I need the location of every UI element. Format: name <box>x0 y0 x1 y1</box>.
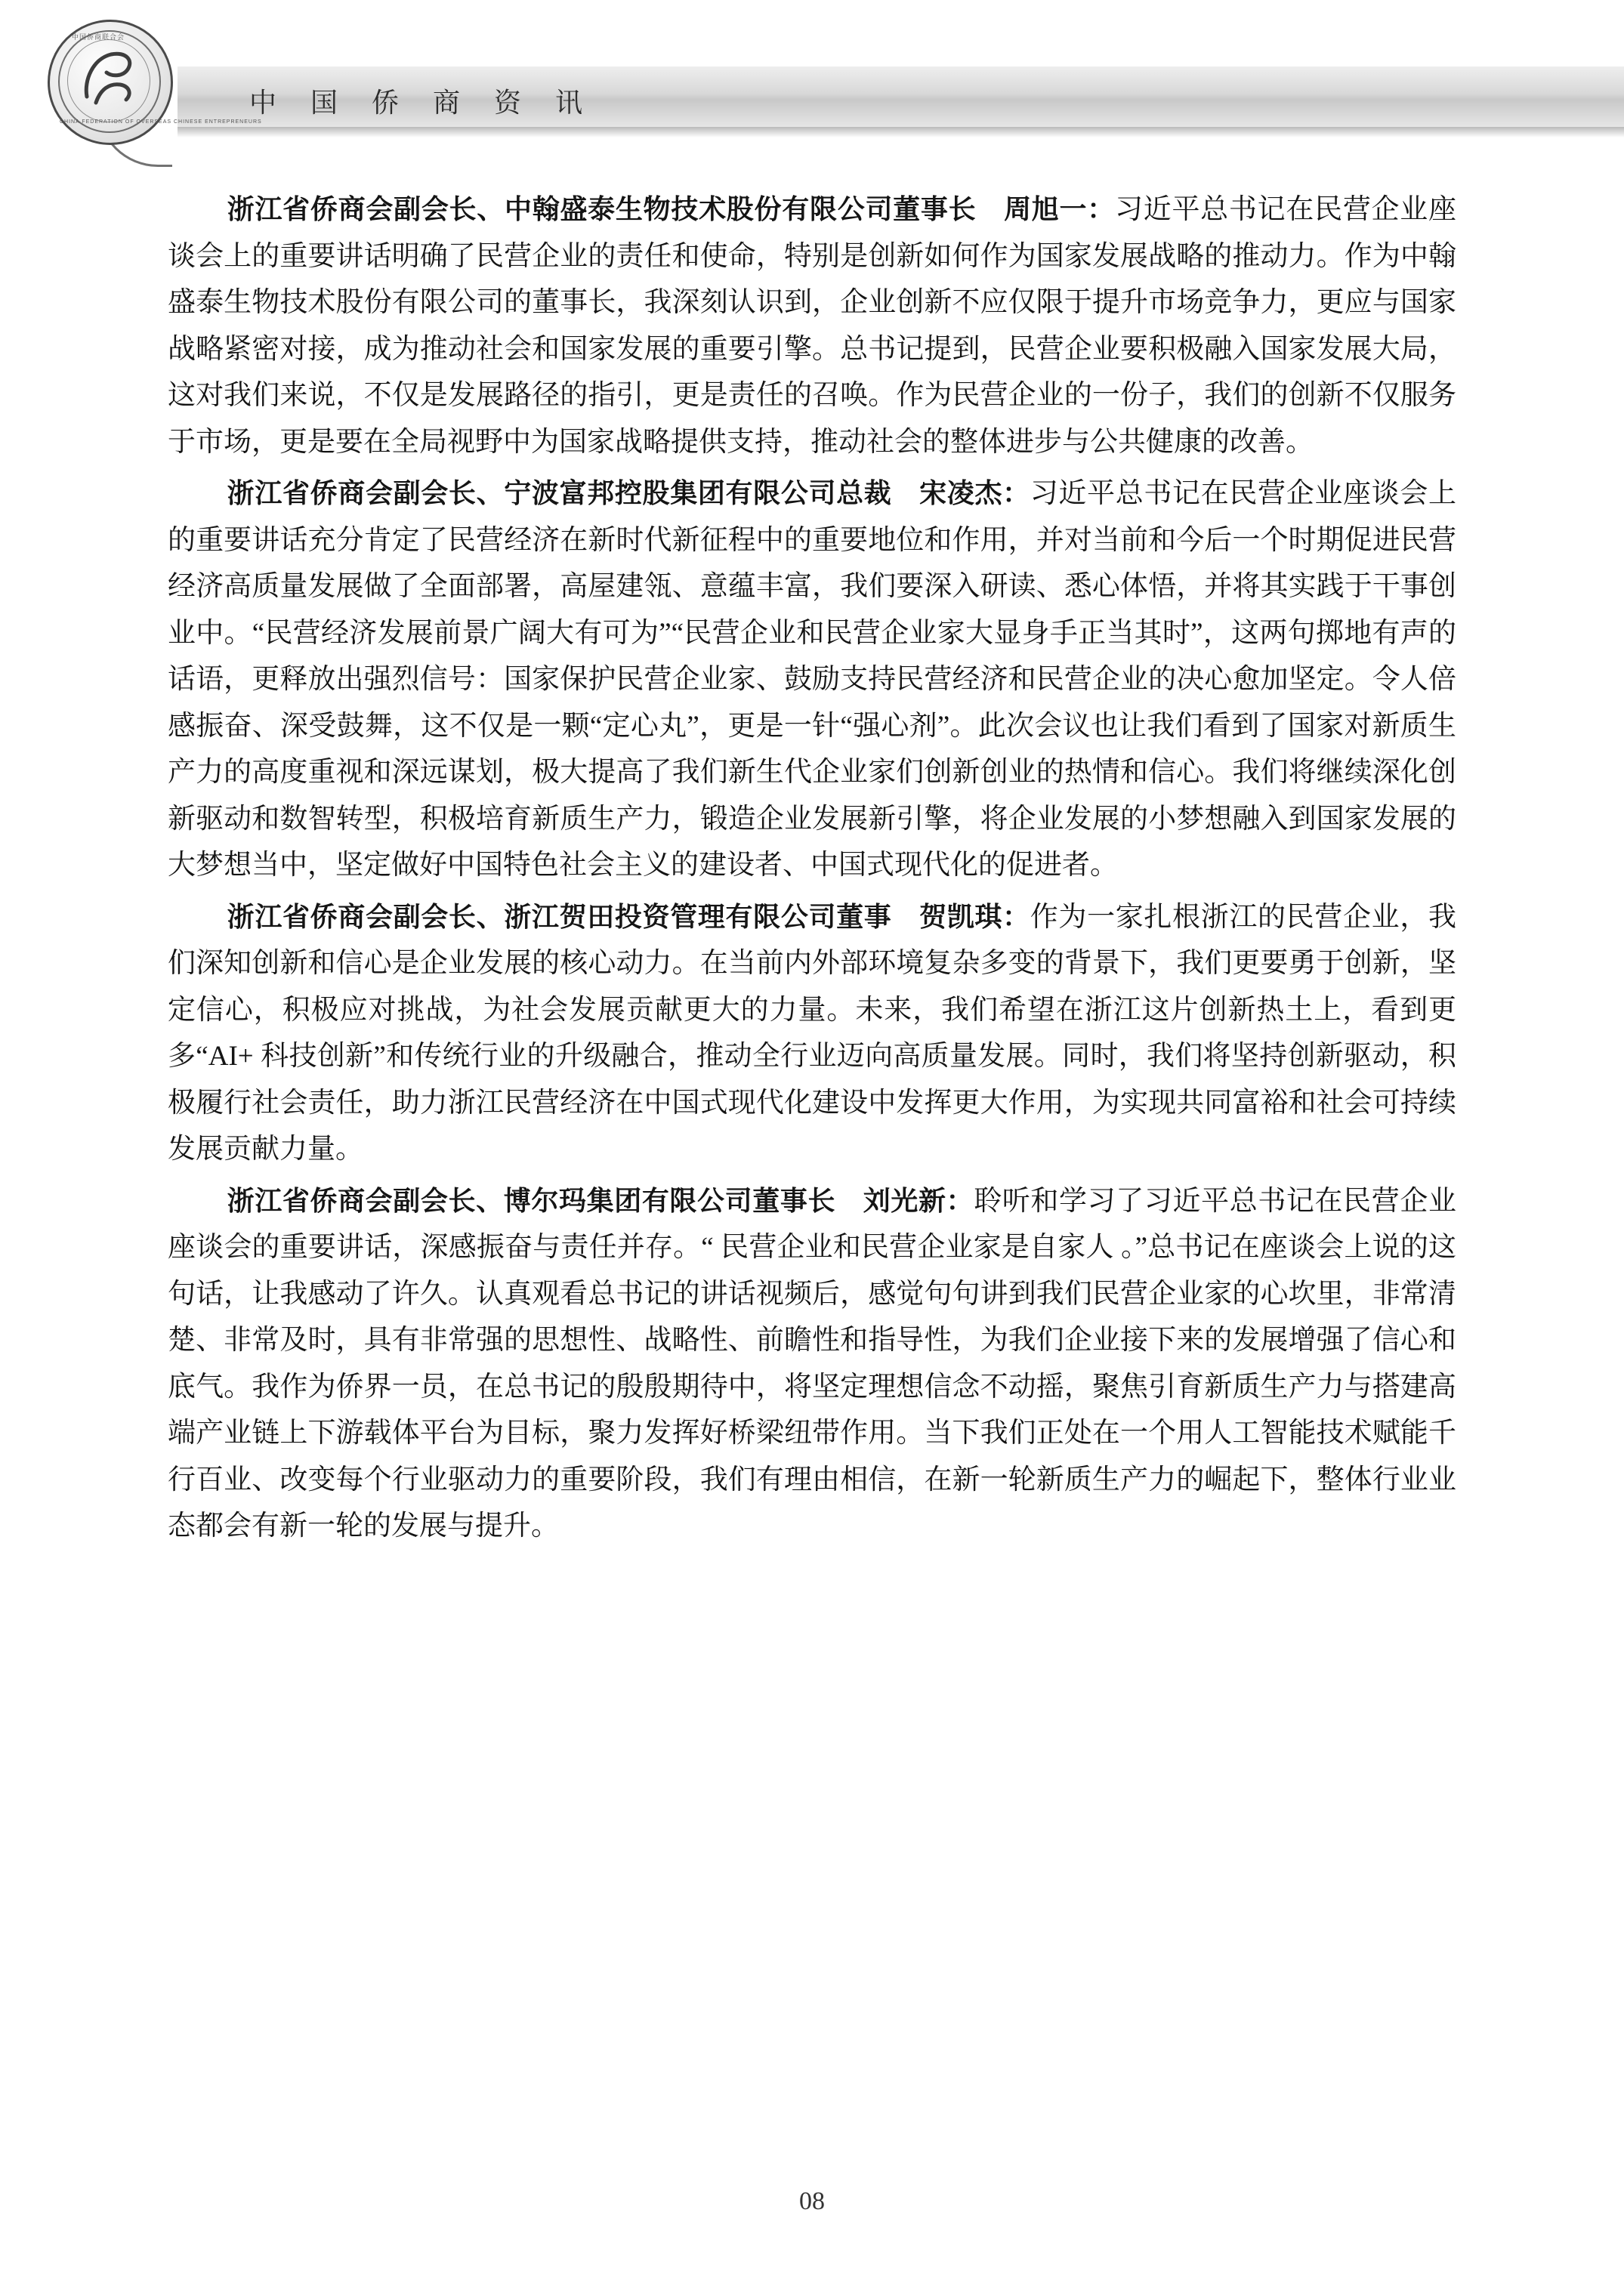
paragraph-text: 作为一家扎根浙江的民营企业，我们深知创新和信心是企业发展的核心动力。在当前内外部环境复杂多变的背景下，我们更要勇于创新，坚定信心，积极应对挑战，为社会发展贡献更大的力量。未来，我们希望在浙江这片创新热土上，看到更多“AI+ 科技创新”和传统行业的升级融合，推动全行业迈向高质量发展。同时，我们将坚持创新驱动，积极履行社会责任，助力浙江民营经济在中国式现代化建设中发挥更大作用，为实现共同富裕和社会可持续发展贡献力量。 <box>168 901 1456 1165</box>
paragraph-text: 习近平总书记在民营企业座谈会上的重要讲话明确了民营企业的责任和使命，特别是创新如何作为国家发展战略的推动力。作为中翰盛泰生物技术股份有限公司的董事长，我深刻认识到，企业创新不应仅限于提升市场竞争力，更应与国家战略紧密对接，成为推动社会和国家发展的重要引擎。总书记提到，民营企业要积极融入国家发展大局，这对我们来说，不仅是发展路径的指引，更是责任的召唤。作为民营企业的一份子，我们的创新不仅服务于市场，更是要在全局视野中为国家战略提供支持，推动社会的整体进步与公共健康的改善。 <box>168 194 1456 458</box>
article-body <box>168 186 1456 1554</box>
organization-emblem-icon <box>42 14 262 157</box>
paragraph <box>168 1177 1456 1550</box>
speaker-title: 浙江省侨商会副会长、浙江贺田投资管理有限公司董事 贺凯琪： <box>227 900 1030 932</box>
emblem-arc-text-top: 中国侨商联合会 <box>72 33 125 41</box>
page-number: 08 <box>799 2187 825 2215</box>
paragraph <box>168 470 1456 889</box>
page-header <box>0 0 1624 159</box>
header-bar-shadow <box>178 127 1624 137</box>
speaker-title: 浙江省侨商会副会长、博尔玛集团有限公司董事长 刘光新： <box>227 1184 974 1216</box>
emblem-swoosh-icon <box>81 50 135 107</box>
paragraph <box>168 893 1456 1173</box>
paragraph-text: 习近平总书记在民营企业座谈会上的重要讲话充分肯定了民营经济在新时代新征程中的重要地位和作用，并对当前和今后一个时期促进民营经济高质量发展做了全面部署，高屋建瓴、意蕴丰富，我们要深入研读、悉心体悟，并将其实践于干事创业中。“民营经济发展前景广阔大有可为”“民营企业和民营企业家大显身手正当其时”，这两句掷地有声的话语，更释放出强烈信号：国家保护民营企业家、鼓励支持民营经济和民营企业的决心愈加坚定。令人倍感振奋、深受鼓舞，这不仅是一颗“定心丸”，更是一针“强心剂”。此次会议也让我们看到了国家对新质生产力的高度重视和深远谋划，极大提高了我们新生代企业家们创新创业的热情和信心。我们将继续深化创新驱动和数智转型，积极培育新质生产力，锻造企业发展新引擎，将企业发展的小梦想融入到国家发展的大梦想当中，坚定做好中国特色社会主义的建设者、中国式现代化的促进者。 <box>168 478 1456 881</box>
emblem-arc-text-bottom: CHINA FEDERATION OF OVERSEAS CHINESE ENTREPRENEURS <box>60 119 262 125</box>
header-title: 中 国 侨 商 资 讯 <box>249 88 597 118</box>
paragraph <box>168 186 1456 465</box>
speaker-title: 浙江省侨商会副会长、中翰盛泰生物技术股份有限公司董事长 周旭一： <box>227 193 1115 224</box>
speaker-title: 浙江省侨商会副会长、宁波富邦控股集团有限公司总裁 宋凌杰： <box>227 477 1030 508</box>
paragraph-text: 聆听和学习了习近平总书记在民营企业座谈会的重要讲话，深感振奋与责任并存。“ 民营企业和民营企业家是自家人 。”总书记在座谈会上说的这句话，让我感动了许久。认真观看总书记的讲话视频后，感觉句句讲到我们民营企业家的心坎里，非常清楚、非常及时，具有非常强的思想性、战略性、前瞻性和指导性，为我们企业接下来的发展增强了信心和 底气。我作为侨界一员，在总书记的殷殷期待中，将坚定理想信念不动摇，聚焦引育新质生产力与搭建高端产业链上下游载体平台为目标，聚力发挥好桥梁纽带作用。当下我们正处在一个用人工智能技术赋能千行百业、改变每个行业驱动力的重要阶段，我们有理由相信，在新一轮新质生产力的崛起下，整体行业业态都会有新一轮的发展与提升。 <box>168 1185 1456 1542</box>
